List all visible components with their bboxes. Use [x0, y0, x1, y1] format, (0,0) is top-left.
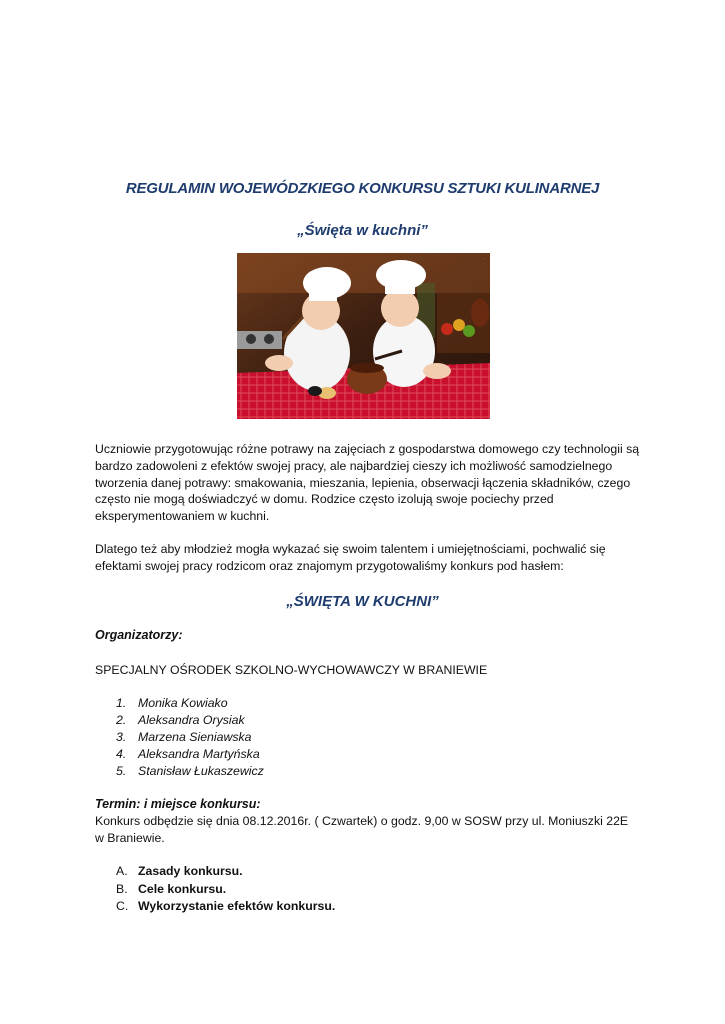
list-item [116, 729, 264, 746]
organizer-name: Aleksandra Orysiak [138, 713, 245, 727]
text-line: Dlatego też aby młodzież mogła wykazać się swoim talentem i umiejętnościami, pochwalić się [95, 542, 606, 556]
list-letter: A. [116, 864, 128, 878]
organizers-label: Organizatorzy: [95, 628, 183, 642]
list-item [116, 881, 335, 899]
list-item [116, 898, 335, 916]
intro-paragraph [95, 441, 640, 525]
svg-text:·: · [483, 256, 485, 261]
list-number: 1. [116, 696, 127, 710]
organizer-name: Monika Kowiako [138, 696, 228, 710]
contest-motto: „ŚWIĘTA W KUCHNI” [286, 593, 439, 610]
term-label: Termin: i miejsce konkursu: [95, 797, 261, 811]
list-number: 3. [116, 730, 127, 744]
organizers-list [116, 695, 264, 780]
term-text [95, 813, 655, 847]
sections-list [116, 863, 335, 916]
school-name: SPECJALNY OŚRODEK SZKOLNO-WYCHOWAWCZY W BRANIEWIE [95, 663, 488, 677]
text-line: Uczniowie przygotowując różne potrawy na zajęciach z gospodarstwa domowego czy technologii są [95, 442, 640, 456]
section-title: Zasady konkursu. [138, 864, 243, 878]
text-line: efektami swojej pracy rodzicom oraz znajomym przygotowaliśmy konkurs pod hasłem: [95, 558, 564, 573]
list-number: 5. [116, 764, 127, 778]
organizer-name: Marzena Sieniawska [138, 730, 252, 744]
list-item [116, 746, 264, 763]
list-item [116, 712, 264, 729]
section-title: Wykorzystanie efektów konkursu. [138, 899, 336, 913]
photo-illustration [237, 253, 490, 419]
list-number: 2. [116, 713, 127, 727]
list-item [116, 863, 335, 881]
text-line: eksperymentowaniem w kuchni. [95, 509, 270, 524]
text-line: często nie mogą doświadczyć w domu. Rodzice często izolują swoje pociechy przed [95, 492, 554, 507]
text-line: tworzenia danej potrawy: smakowania, mieszania, lepienia, obserwacji łączenia składników, czego [95, 475, 631, 490]
text-line: bardzo zadowoleni z efektów swojej pracy, ale najbardziej cieszy ich możliwość samodzielnego [95, 458, 613, 473]
section-title: Cele konkursu. [138, 881, 227, 896]
list-letter: B. [116, 881, 128, 896]
text-line: w Braniewie. [95, 831, 165, 845]
text-line: Konkurs odbędzie się dnia 08.12.2016r. ( Czwartek) o godz. 9,00 w SOSW przy ul. Moniuszki 22E [95, 814, 629, 828]
children-cooking-photo [237, 253, 490, 419]
list-letter: C. [116, 899, 129, 913]
document-title: REGULAMIN WOJEWÓDZKIEGO KONKURSU SZTUKI KULINARNEJ [125, 180, 600, 197]
organizer-name: Stanisław Łukaszewicz [138, 764, 264, 778]
list-item [116, 695, 264, 712]
list-number: 4. [116, 747, 127, 761]
list-item [116, 763, 264, 780]
contest-paragraph [95, 541, 640, 575]
document-subtitle: „Święta w kuchni” [297, 222, 428, 239]
organizer-name: Aleksandra Martyńska [138, 747, 260, 761]
